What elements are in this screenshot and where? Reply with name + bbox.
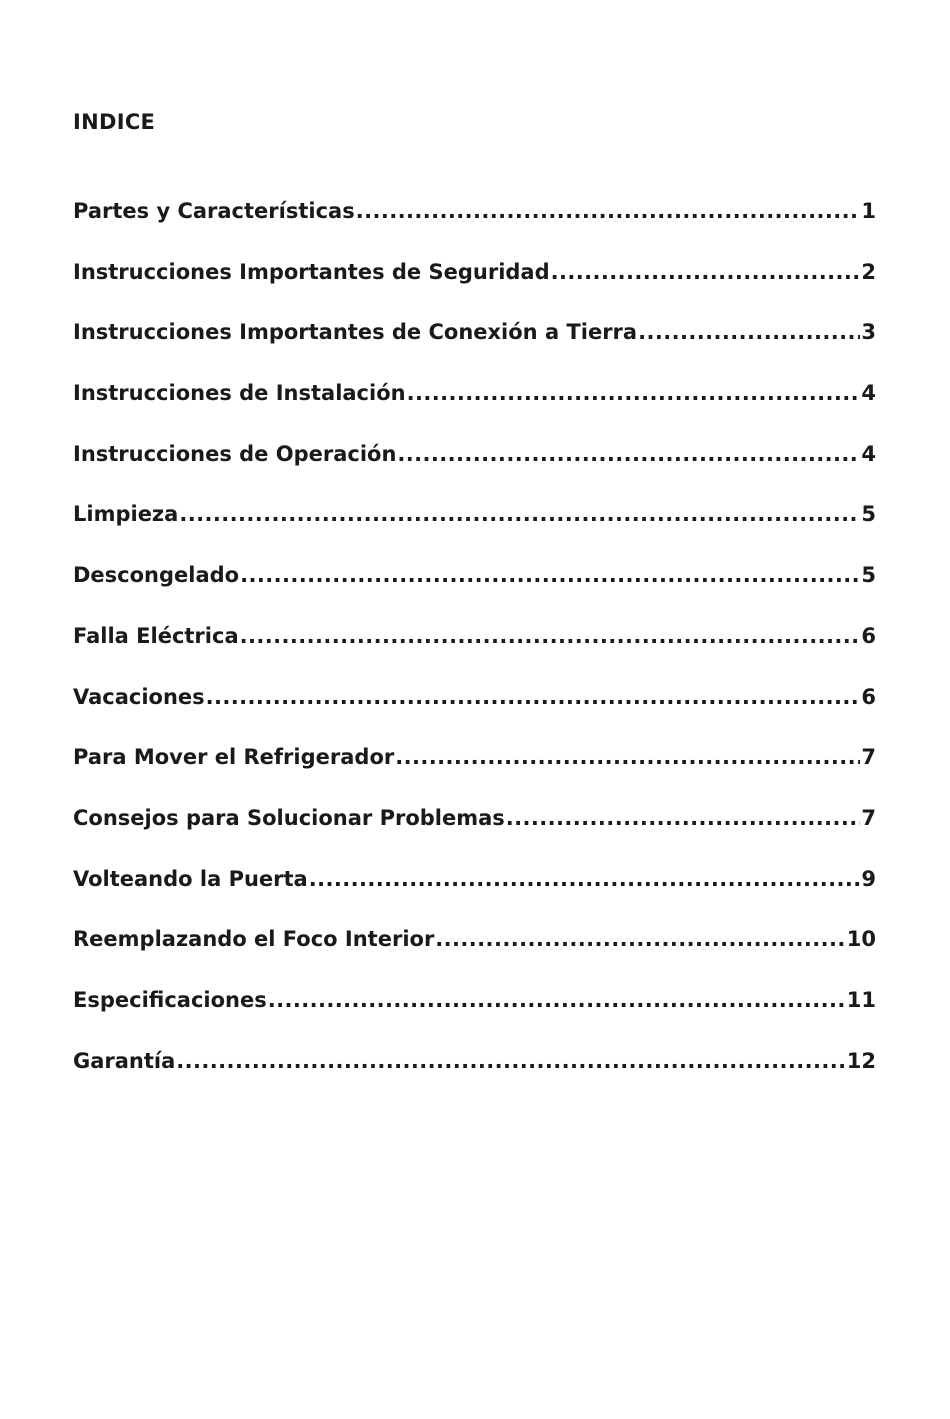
toc-entry-page: 9	[861, 866, 876, 891]
toc-entry	[73, 806, 876, 867]
toc-entry	[73, 1049, 876, 1110]
toc-dot-leader	[638, 320, 860, 344]
toc-dot-leader	[506, 806, 861, 830]
toc-entry	[73, 685, 876, 746]
toc-entry-label: Instrucciones de Operación	[73, 441, 397, 466]
toc-entry-label: Instrucciones de Instalación	[73, 381, 406, 406]
toc-entry-label: Instrucciones Importantes de Seguridad	[73, 259, 550, 284]
toc-entry	[73, 867, 876, 928]
toc-entry-page: 6	[861, 684, 876, 709]
toc-entry-label: Instrucciones Importantes de Conexión a Tierra	[73, 320, 638, 345]
toc-dot-leader	[551, 260, 861, 284]
toc-dot-leader	[240, 563, 860, 587]
toc-entry-page: 12	[846, 1048, 876, 1073]
toc-dot-leader	[435, 927, 845, 951]
toc-entry	[73, 745, 876, 806]
toc-entry-label: Volteando la Puerta	[73, 866, 308, 891]
toc-dot-leader	[179, 502, 860, 526]
toc-entry-label: Limpieza	[73, 502, 179, 527]
toc-dot-leader	[397, 442, 860, 466]
toc-dot-leader	[407, 381, 861, 405]
toc-dot-leader	[309, 867, 861, 891]
toc-entry-label: Partes y Características	[73, 199, 355, 223]
table-of-contents	[73, 199, 876, 1109]
toc-entry	[73, 381, 876, 442]
toc-entry-page: 4	[861, 381, 876, 406]
toc-entry-label: Garantía	[73, 1048, 176, 1073]
toc-entry-page: 2	[861, 259, 876, 284]
toc-entry-page: 6	[861, 623, 876, 648]
toc-entry	[73, 988, 876, 1049]
toc-entry-label: Vacaciones	[73, 684, 205, 709]
toc-entry	[73, 563, 876, 624]
toc-entry-page: 11	[846, 987, 876, 1012]
toc-dot-leader	[268, 988, 846, 1012]
toc-entry-page: 5	[861, 502, 876, 527]
toc-dot-leader	[395, 745, 860, 769]
toc-entry	[73, 260, 876, 321]
toc-entry-page: 4	[861, 441, 876, 466]
toc-entry-page: 3	[861, 320, 876, 345]
toc-entry	[73, 502, 876, 563]
toc-entry	[73, 442, 876, 503]
toc-entry	[73, 199, 876, 260]
toc-entry-label: Descongelado	[73, 563, 240, 588]
toc-dot-leader	[240, 624, 861, 648]
toc-entry-page: 1	[861, 199, 876, 223]
toc-entry-page: 10	[846, 927, 876, 952]
toc-entry-label: Reemplazando el Foco Interior	[73, 927, 435, 952]
toc-entry-label: Para Mover el Refrigerador	[73, 745, 395, 770]
toc-entry	[73, 624, 876, 685]
toc-dot-leader	[356, 199, 861, 223]
toc-entry-label: Especificaciones	[73, 987, 267, 1012]
toc-entry-label: Consejos para Solucionar Problemas	[73, 805, 505, 830]
page-title: INDICE	[73, 110, 156, 134]
toc-entry	[73, 927, 876, 988]
toc-dot-leader	[176, 1049, 845, 1073]
toc-entry	[73, 320, 876, 381]
toc-entry-page: 7	[861, 745, 876, 770]
toc-entry-page: 7	[861, 805, 876, 830]
toc-entry-page: 5	[861, 563, 876, 588]
toc-entry-label: Falla Eléctrica	[73, 623, 239, 648]
toc-dot-leader	[206, 685, 861, 709]
